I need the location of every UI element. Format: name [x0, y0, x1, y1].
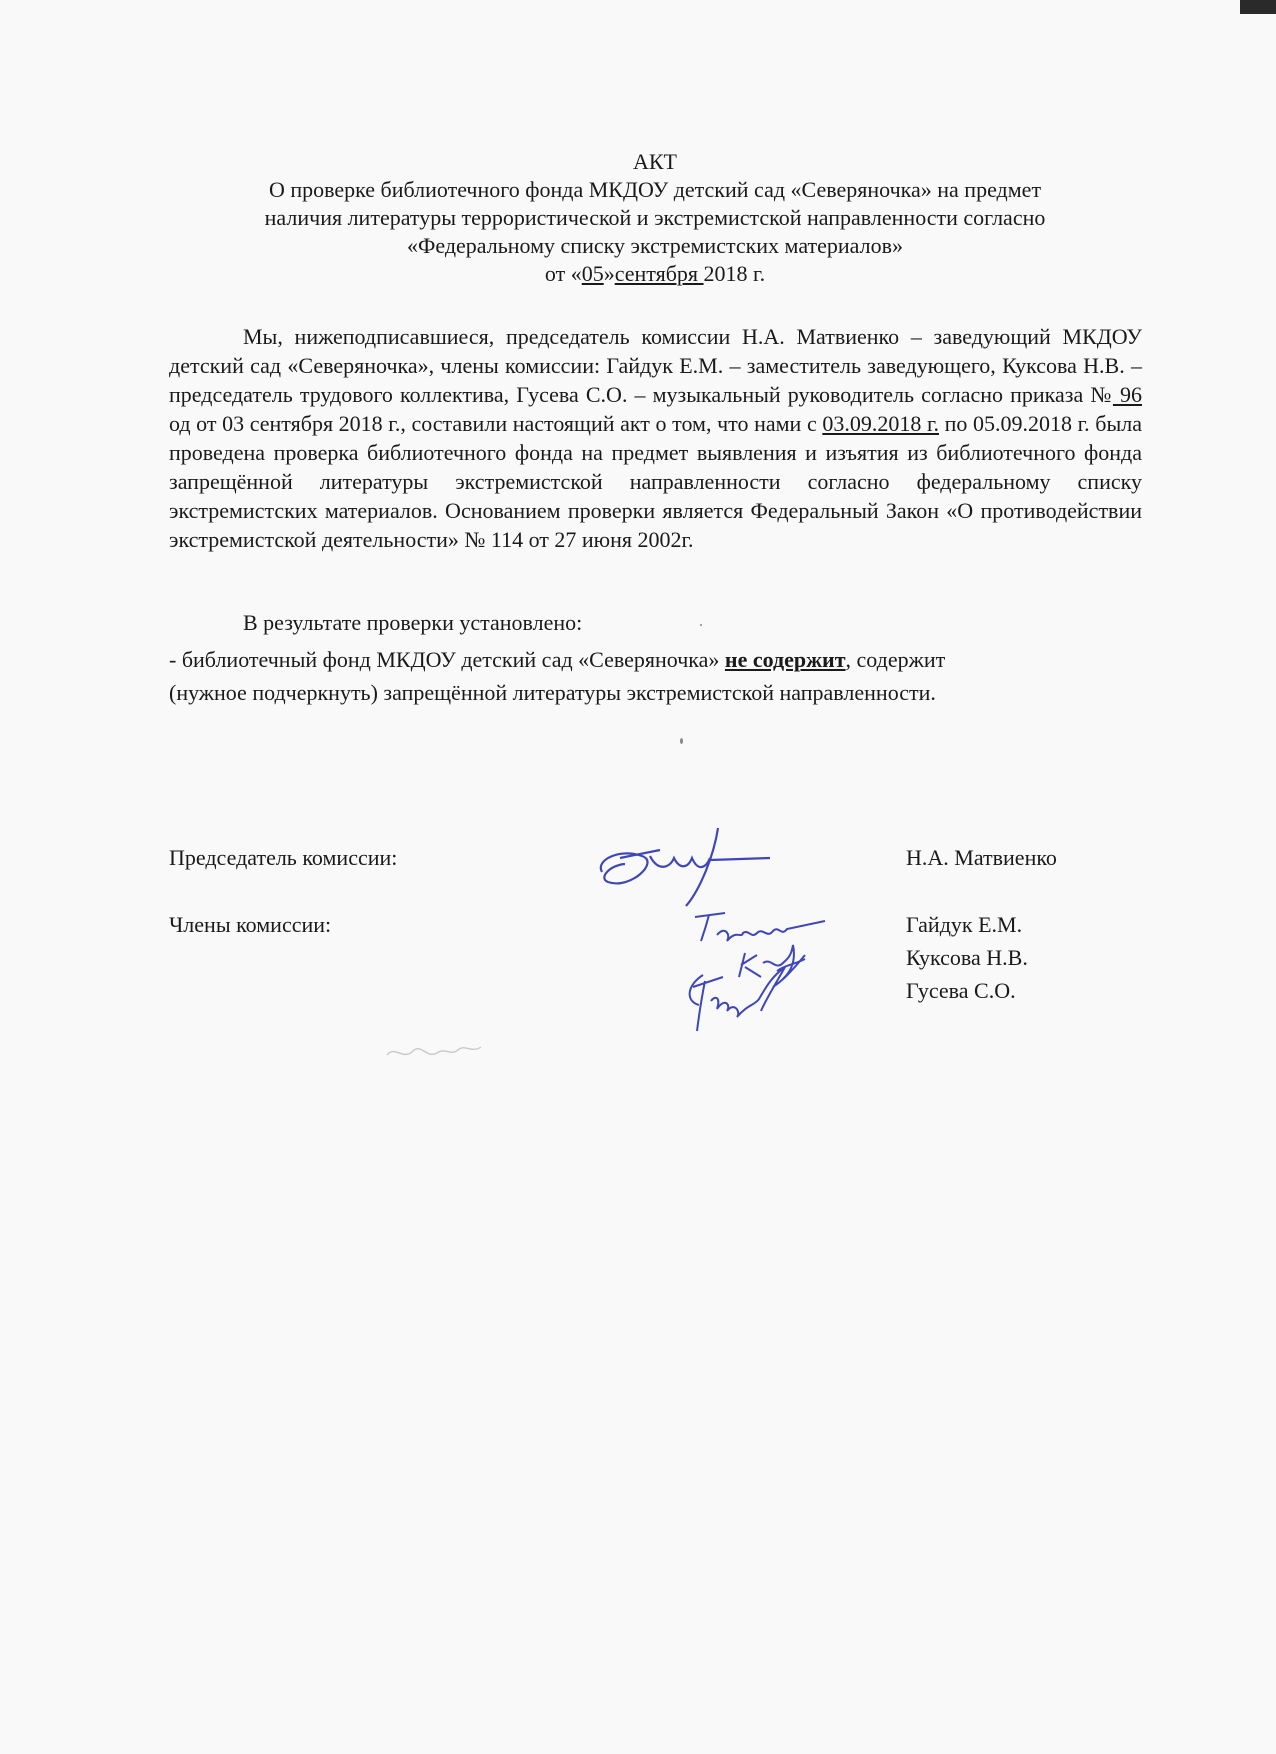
- check-start-date: 03.09.2018 г.: [822, 411, 939, 436]
- result-heading: В результате проверки установлено:: [243, 610, 583, 635]
- document-title: АКТ: [633, 149, 677, 174]
- faint-mark: [385, 1035, 485, 1065]
- members-signatures: [675, 905, 845, 1045]
- selected-option: не содержит: [724, 647, 846, 672]
- scan-speck: [680, 738, 683, 744]
- document-header: [170, 148, 1140, 288]
- scan-speck: [700, 624, 702, 626]
- date-month: сентября: [614, 261, 704, 286]
- document-date: от «05»сентября 2018 г.: [544, 261, 766, 286]
- member-name: Гусева С.О.: [906, 978, 1016, 1003]
- date-day: 05: [581, 261, 604, 286]
- header-line-3: «Федеральному списку экстремистских материалов»: [406, 233, 904, 258]
- member-name: Гайдук Е.М.: [906, 912, 1023, 937]
- header-line-2: наличия литературы террористической и экстремистской направленности согласно: [264, 205, 1046, 230]
- order-number: 96: [1112, 382, 1143, 407]
- chair-name: Н.А. Матвиенко: [906, 845, 1057, 870]
- result-statement: - библиотечный фонд МКДОУ детский сад «Северяночка» не содержит, содержит: [169, 647, 946, 672]
- members-label: Члены комиссии:: [169, 912, 332, 937]
- result-statement-cont: (нужное подчеркнуть) запрещённой литературы экстремистской направленности.: [169, 680, 936, 705]
- main-paragraph: Мы, нижеподписавшиеся, председатель комиссии Н.А. Матвиенко – заведующий МКДОУ детский сад «Северяночка», члены комиссии: Гайдук Е.М. – заместитель заведующего, Куксова Н.В. – председатель трудового коллектива, Гусева С.О. – музыкальный руководитель согласно приказа № 96 од от 03 сентября 2018 г., составили настоящий акт о том, что нами с 03.09.2018 г. по 05.09.2018 г. была проведена проверка библиотечного фонда на предмет выявления и изъятия из библиотечного фонда запрещённой литературы экстремистской направленности согласно федеральному списку экстремистских материалов. Основанием проверки является Федеральный Закон «О противодействии экстремистской деятельности» № 114 от 27 июня 2002г.: [169, 324, 1143, 552]
- chair-label: Председатель комиссии:: [169, 845, 398, 870]
- scan-edge-mark: [1240, 0, 1276, 14]
- member-name: Куксова Н.В.: [906, 945, 1028, 970]
- header-line-1: О проверке библиотечного фонда МКДОУ детский сад «Северяночка» на предмет: [268, 177, 1042, 202]
